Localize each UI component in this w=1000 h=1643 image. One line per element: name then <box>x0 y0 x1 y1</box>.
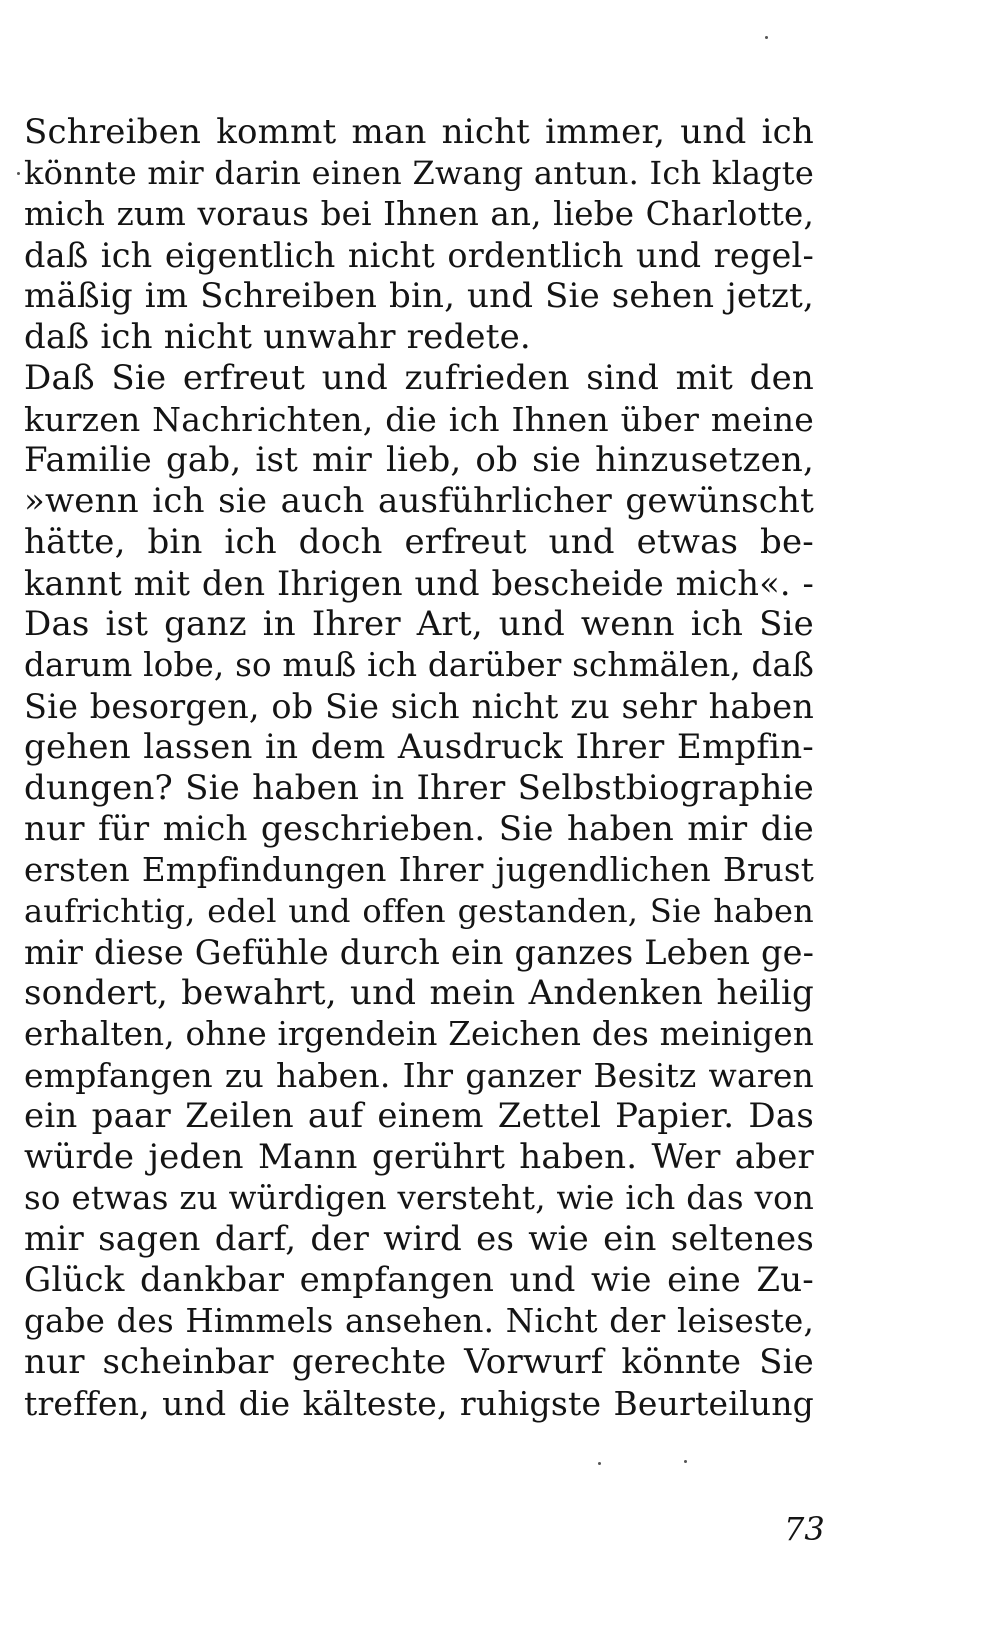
scan-speck <box>17 172 20 175</box>
text-line: hätte, bin ich doch erfreut und etwas be- <box>24 522 814 562</box>
text-line: mich zum voraus bei Ihnen an, liebe Charlotte, <box>24 195 814 233</box>
text-line: treffen, und die kälteste, ruhigste Beurteilung <box>24 1384 814 1423</box>
text-line: so etwas zu würdigen versteht, wie ich das von <box>24 1179 814 1217</box>
text-line: mir diese Gefühle durch ein ganzes Leben ge- <box>24 933 815 972</box>
text-line: Glück dankbar empfangen und wie eine Zu- <box>24 1260 814 1300</box>
scan-speck <box>684 1460 687 1463</box>
text-line: empfangen zu haben. Ihr ganzer Besitz waren <box>24 1056 814 1095</box>
text-line: dungen? Sie haben in Ihrer Selbstbiographie <box>24 768 814 808</box>
scan-speck <box>598 1462 601 1465</box>
text-line: »wenn ich sie auch ausführlicher gewünscht <box>24 481 814 521</box>
text-line: sondert, bewahrt, und mein Andenken heilig <box>24 973 814 1013</box>
text-line: kannt mit den Ihrigen und bescheide mich«. - <box>24 564 814 603</box>
text-line: Das ist ganz in Ihrer Art, und wenn ich Sie <box>24 604 814 644</box>
text-line: Sie besorgen, ob Sie sich nicht zu sehr haben <box>24 687 814 726</box>
text-line: darum lobe, so muß ich darüber schmälen, daß <box>24 646 814 684</box>
text-line: erhalten, ohne irgendein Zeichen des meinigen <box>24 1015 814 1053</box>
text-line: gehen lassen in dem Ausdruck Ihrer Empfin- <box>24 727 814 767</box>
text-line: daß ich eigentlich nicht ordentlich und regel- <box>24 236 814 275</box>
scan-speck <box>765 36 768 39</box>
text-line: ersten Empfindungen Ihrer jugendlichen Brust <box>24 851 814 889</box>
text-line: Daß Sie erfreut und zufrieden sind mit den <box>24 358 814 398</box>
text-line: nur für mich geschrieben. Sie haben mir die <box>24 809 814 849</box>
text-line: könnte mir darin einen Zwang antun. Ich klagte <box>24 154 814 192</box>
text-line: Schreiben kommt man nicht immer, und ich <box>24 112 814 152</box>
text-line: Familie gab, ist mir lieb, ob sie hinzusetzen, <box>24 440 814 480</box>
text-line: aufrichtig, edel und offen gestanden, Sie haben <box>24 892 814 930</box>
text-line: daß ich nicht unwahr redete. <box>24 317 531 357</box>
text-line: nur scheinbar gerechte Vorwurf könnte Sie <box>24 1342 814 1382</box>
body-text <box>24 112 814 1424</box>
text-line: gabe des Himmels ansehen. Nicht der leiseste, <box>24 1302 814 1340</box>
text-line: kurzen Nachrichten, die ich Ihnen über meine <box>24 400 814 439</box>
text-line: würde jeden Mann gerührt haben. Wer aber <box>24 1137 814 1177</box>
text-line: ein paar Zeilen auf einem Zettel Papier. Das <box>24 1096 814 1136</box>
text-line: mäßig im Schreiben bin, und Sie sehen jetzt, <box>24 276 814 316</box>
page-number: 73 <box>784 1510 825 1548</box>
text-line: mir sagen darf, der wird es wie ein seltenes <box>24 1219 814 1259</box>
